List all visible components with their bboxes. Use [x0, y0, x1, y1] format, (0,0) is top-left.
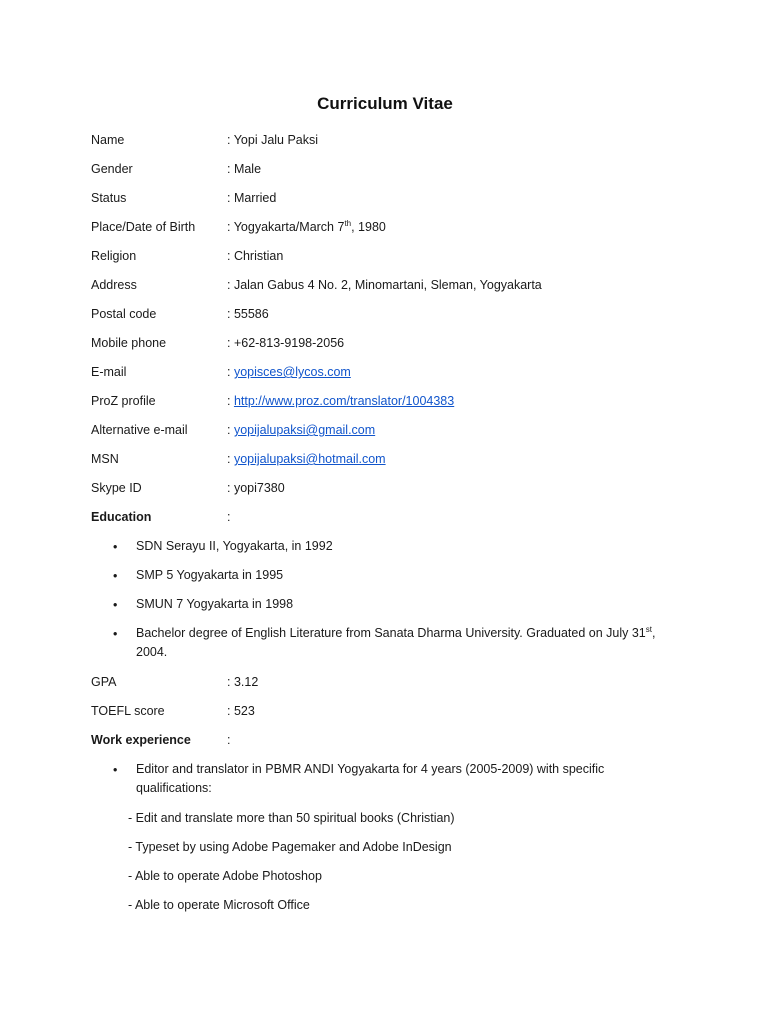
birth-suffix: , 1980: [351, 220, 386, 234]
field-value: : Male: [227, 162, 262, 176]
bullet-icon: •: [113, 627, 118, 641]
field-value: : 55586: [227, 307, 269, 321]
field-value: : +62-813-9198-2056: [227, 336, 345, 350]
field-value: [227, 422, 375, 438]
field-label: MSN: [91, 452, 119, 466]
education-item: SMUN 7 Yogyakarta in 1998: [136, 597, 294, 611]
field-label: Place/Date of Birth: [91, 220, 196, 234]
qualification-item: - Able to operate Adobe Photoshop: [128, 869, 322, 883]
education-item-bachelor: [136, 624, 676, 662]
field-value: : Married: [227, 191, 277, 205]
work-item-line-1: Editor and translator in PBMR ANDI Yogyakarta for 4 years (2005-2009) with specific: [136, 762, 605, 776]
bachelor-suffix: ,: [652, 626, 656, 640]
work-item-line-2: qualifications:: [136, 781, 212, 795]
work-item: [136, 760, 676, 798]
work-heading: Work experience: [91, 733, 191, 747]
field-value: : 523: [227, 704, 255, 718]
field-value: : 3.12: [227, 675, 259, 689]
bullet-icon: •: [113, 763, 118, 777]
field-value: : Christian: [227, 249, 284, 263]
field-label: Religion: [91, 249, 137, 263]
field-label: E-mail: [91, 365, 127, 379]
msn-link[interactable]: yopijalupaksi@hotmail.com: [233, 452, 386, 466]
qualification-item: - Edit and translate more than 50 spiritual books (Christian): [128, 811, 455, 825]
field-value: : Yopi Jalu Paksi: [227, 133, 319, 147]
field-label: Mobile phone: [91, 336, 167, 350]
colon: :: [227, 394, 234, 408]
bachelor-line-1: [136, 624, 676, 643]
birth-sup: th: [344, 219, 352, 228]
field-label: ProZ profile: [91, 394, 156, 408]
field-label: Postal code: [91, 307, 157, 321]
field-value: : Jalan Gabus 4 No. 2, Minomartani, Sleman, Yogyakarta: [227, 278, 542, 292]
colon: :: [227, 452, 234, 466]
bullet-icon: •: [113, 540, 118, 554]
education-colon: :: [227, 510, 231, 524]
qualification-item: - Able to operate Microsoft Office: [128, 898, 310, 912]
field-label: GPA: [91, 675, 117, 689]
alternative-email-link[interactable]: yopijalupaksi@gmail.com: [233, 423, 376, 437]
field-label: Address: [91, 278, 137, 292]
field-value: [227, 219, 386, 235]
email-link[interactable]: yopisces@lycos.com: [233, 365, 351, 379]
field-label: Gender: [91, 162, 133, 176]
field-value: [227, 364, 351, 380]
work-colon: :: [227, 733, 231, 747]
colon: :: [227, 423, 234, 437]
bachelor-prefix: Bachelor degree of English Literature from Sanata Dharma University. Graduated on July 31: [136, 626, 646, 640]
education-item: SMP 5 Yogyakarta in 1995: [136, 568, 284, 582]
qualification-item: - Typeset by using Adobe Pagemaker and Adobe InDesign: [128, 840, 452, 854]
field-label: Name: [91, 133, 125, 147]
field-label: Status: [91, 191, 127, 205]
colon: :: [227, 365, 234, 379]
bullet-icon: •: [113, 569, 118, 583]
field-label: Skype ID: [91, 481, 142, 495]
bachelor-sup: st: [645, 625, 652, 634]
education-item: SDN Serayu II, Yogyakarta, in 1992: [136, 539, 333, 553]
education-heading: Education: [91, 510, 152, 524]
birth-prefix: : Yogyakarta/March 7: [227, 220, 345, 234]
field-label: TOEFL score: [91, 704, 165, 718]
field-label: Alternative e-mail: [91, 423, 188, 437]
bullet-icon: •: [113, 598, 118, 612]
field-value: : yopi7380: [227, 481, 285, 495]
bachelor-line-2: 2004.: [136, 645, 168, 659]
proz-profile-link[interactable]: http://www.proz.com/translator/1004383: [233, 394, 455, 408]
field-value: [227, 393, 454, 409]
field-value: [227, 451, 386, 467]
page-title: Curriculum Vitae: [317, 94, 453, 113]
